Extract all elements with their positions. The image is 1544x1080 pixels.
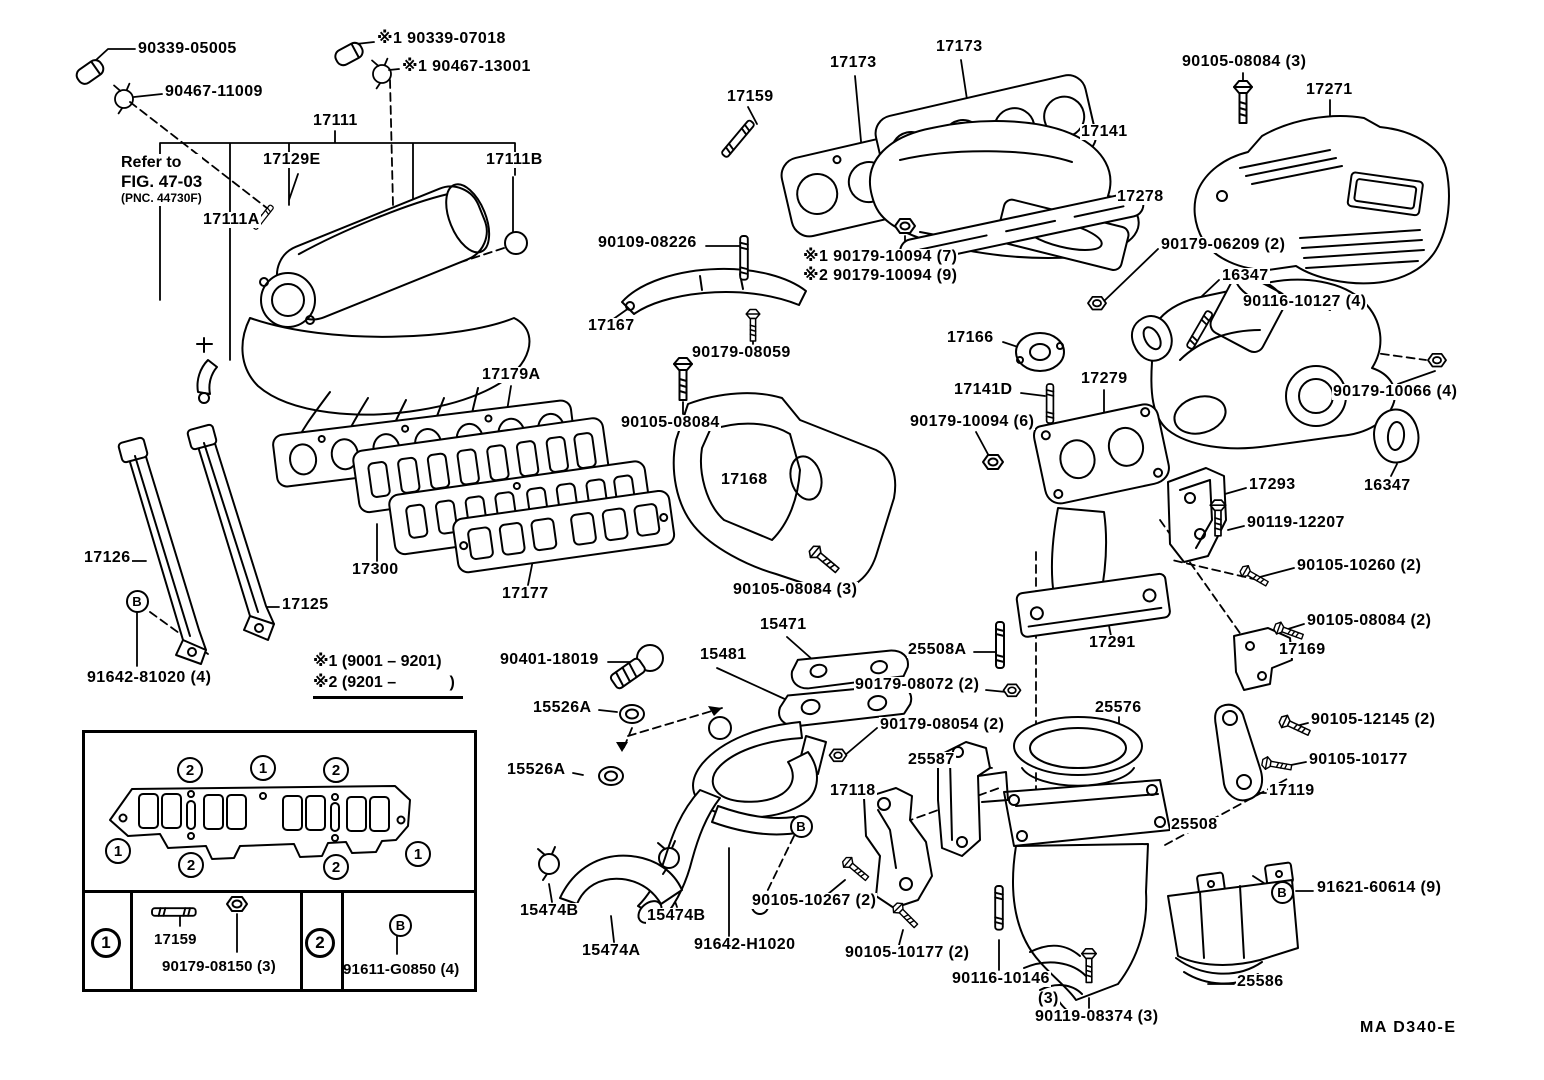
part-number-label: ※1 90179-10094 (7) xyxy=(803,248,958,265)
part-number-label: 17141 xyxy=(1081,123,1128,140)
part-number-label: 17125 xyxy=(282,596,329,613)
part-number-label: 17279 xyxy=(1081,370,1128,387)
part-number-label: 90105-10260 (2) xyxy=(1297,557,1422,574)
legend-callout-number: 1 xyxy=(405,841,431,867)
part-number-label: 90105-08084 (3) xyxy=(1182,53,1307,70)
part-number-label: 90105-08084 (2) xyxy=(1307,612,1432,629)
part-number-label: 15471 xyxy=(760,616,807,633)
part-number-label: ※2 90179-10094 (9) xyxy=(803,267,958,284)
legend-divider-v1 xyxy=(130,890,133,989)
part-number-label: 90401-18019 xyxy=(500,651,599,668)
part-number-label: 90116-10146 xyxy=(952,970,1050,987)
part-number-label: 90105-10267 (2) xyxy=(752,892,877,909)
part-number-label: 16347 xyxy=(1364,477,1411,494)
refer-note-line3: (PNC. 44730F) xyxy=(121,190,202,205)
part-number-label: 17167 xyxy=(588,317,635,334)
part-number-label: 25576 xyxy=(1095,699,1142,716)
variant-note-2: ※2 (9201 – ) xyxy=(313,673,463,699)
part-number-label: 15474A xyxy=(582,942,641,959)
legend-callout-number: 1 xyxy=(250,755,276,781)
circled-b-marker: B xyxy=(1271,881,1294,904)
part-number-label: 90179-10094 (6) xyxy=(910,413,1035,430)
circled-b-marker: B xyxy=(126,590,149,613)
part-number-label: 17173 xyxy=(830,54,877,71)
legend-marker-b: B xyxy=(389,914,412,937)
legend-callout-number: 2 xyxy=(178,852,204,878)
part-number-label: 17173 xyxy=(936,38,983,55)
part-number-label: 90119-12207 xyxy=(1247,514,1345,531)
part-number-label: 90105-10177 xyxy=(1309,751,1408,768)
part-number-label: 90105-12145 (2) xyxy=(1311,711,1436,728)
legend-marker-2: 2 xyxy=(305,928,335,958)
part-number-label: 90105-08084 xyxy=(621,414,720,431)
legend-divider-v2 xyxy=(300,890,303,989)
part-number-label: 17111 xyxy=(313,112,358,129)
part-number-label: 91642-H1020 xyxy=(694,936,796,953)
legend-marker-1: 1 xyxy=(91,928,121,958)
circled-b-marker: B xyxy=(790,815,813,838)
legend-part-17159: 17159 xyxy=(154,931,197,948)
part-number-label: 17293 xyxy=(1249,476,1296,493)
part-number-label: 17278 xyxy=(1117,188,1164,205)
part-number-label: 90116-10127 (4) xyxy=(1243,293,1367,310)
part-number-label: 15526A xyxy=(533,699,592,716)
part-number-label: 17119 xyxy=(1269,782,1315,799)
legend-part-91611-G0850: 91611-G0850 (4) xyxy=(343,961,460,978)
refer-note-line2: FIG. 47-03 xyxy=(121,172,203,192)
part-number-label: 25586 xyxy=(1237,973,1284,990)
legend-callout-number: 2 xyxy=(323,757,349,783)
part-number-label: ※1 90467-13001 xyxy=(402,58,531,75)
part-number-label: 90109-08226 xyxy=(598,234,697,251)
part-number-label: 17111A xyxy=(203,211,260,228)
part-number-label: 17291 xyxy=(1089,634,1136,651)
part-number-label: 17169 xyxy=(1279,641,1326,658)
part-number-label: 15526A xyxy=(507,761,566,778)
legend-callout-number: 2 xyxy=(177,757,203,783)
legend-part-90179-08150: 90179-08150 (3) xyxy=(162,958,276,975)
part-number-label: 15481 xyxy=(700,646,747,663)
part-number-label: ※1 90339-07018 xyxy=(377,30,506,47)
part-number-label: 90179-08072 (2) xyxy=(855,676,980,693)
part-number-label: 17179A xyxy=(482,366,541,383)
legend-callout-number: 2 xyxy=(323,854,349,880)
part-number-label: 17168 xyxy=(721,471,768,488)
refer-note-line1: Refer to xyxy=(121,154,182,171)
refer-note xyxy=(121,154,202,206)
part-number-label: 90179-08054 (2) xyxy=(880,716,1005,733)
variant-note-1: ※1 (9001 – 9201) xyxy=(313,653,442,670)
part-number-label: 90339-05005 xyxy=(138,40,237,57)
part-number-label: 90105-08084 (3) xyxy=(733,581,858,598)
part-number-label: 17129E xyxy=(263,151,321,168)
figure-code: MA D340-E xyxy=(1360,1019,1457,1036)
part-number-label: 17118 xyxy=(830,782,876,799)
part-number-label: 25508A xyxy=(908,641,967,658)
part-number-label: 16347 xyxy=(1222,267,1269,284)
part-number-label: 17166 xyxy=(947,329,994,346)
part-number-label: 90467-11009 xyxy=(165,83,263,100)
part-number-label: 90179-10066 (4) xyxy=(1333,383,1458,400)
variant-notes xyxy=(313,652,463,699)
part-number-label: 90179-08059 xyxy=(692,344,791,361)
part-number-label: 90105-10177 (2) xyxy=(845,944,970,961)
part-number-label: 17177 xyxy=(502,585,549,602)
part-number-label: 15474B xyxy=(647,907,706,924)
part-number-label: 91621-60614 (9) xyxy=(1317,879,1442,896)
part-number-label: 25587 xyxy=(908,751,955,768)
part-number-label: 90179-06209 (2) xyxy=(1161,236,1286,253)
part-number-label: 17271 xyxy=(1306,81,1353,98)
part-number-label: 90119-08374 (3) xyxy=(1035,1008,1159,1025)
part-number-label: (3) xyxy=(1038,990,1059,1007)
part-number-label: 17126 xyxy=(84,549,131,566)
part-number-label: 17111B xyxy=(486,151,543,168)
part-number-label: 25508 xyxy=(1171,816,1218,833)
part-number-label: 91642-81020 (4) xyxy=(87,669,212,686)
part-number-label: 15474B xyxy=(520,902,579,919)
part-number-label: 17159 xyxy=(727,88,774,105)
part-number-label: 17141D xyxy=(954,381,1013,398)
part-number-label: 17300 xyxy=(352,561,399,578)
legend-callout-number: 1 xyxy=(105,838,131,864)
legend-divider-horizontal xyxy=(85,890,474,893)
